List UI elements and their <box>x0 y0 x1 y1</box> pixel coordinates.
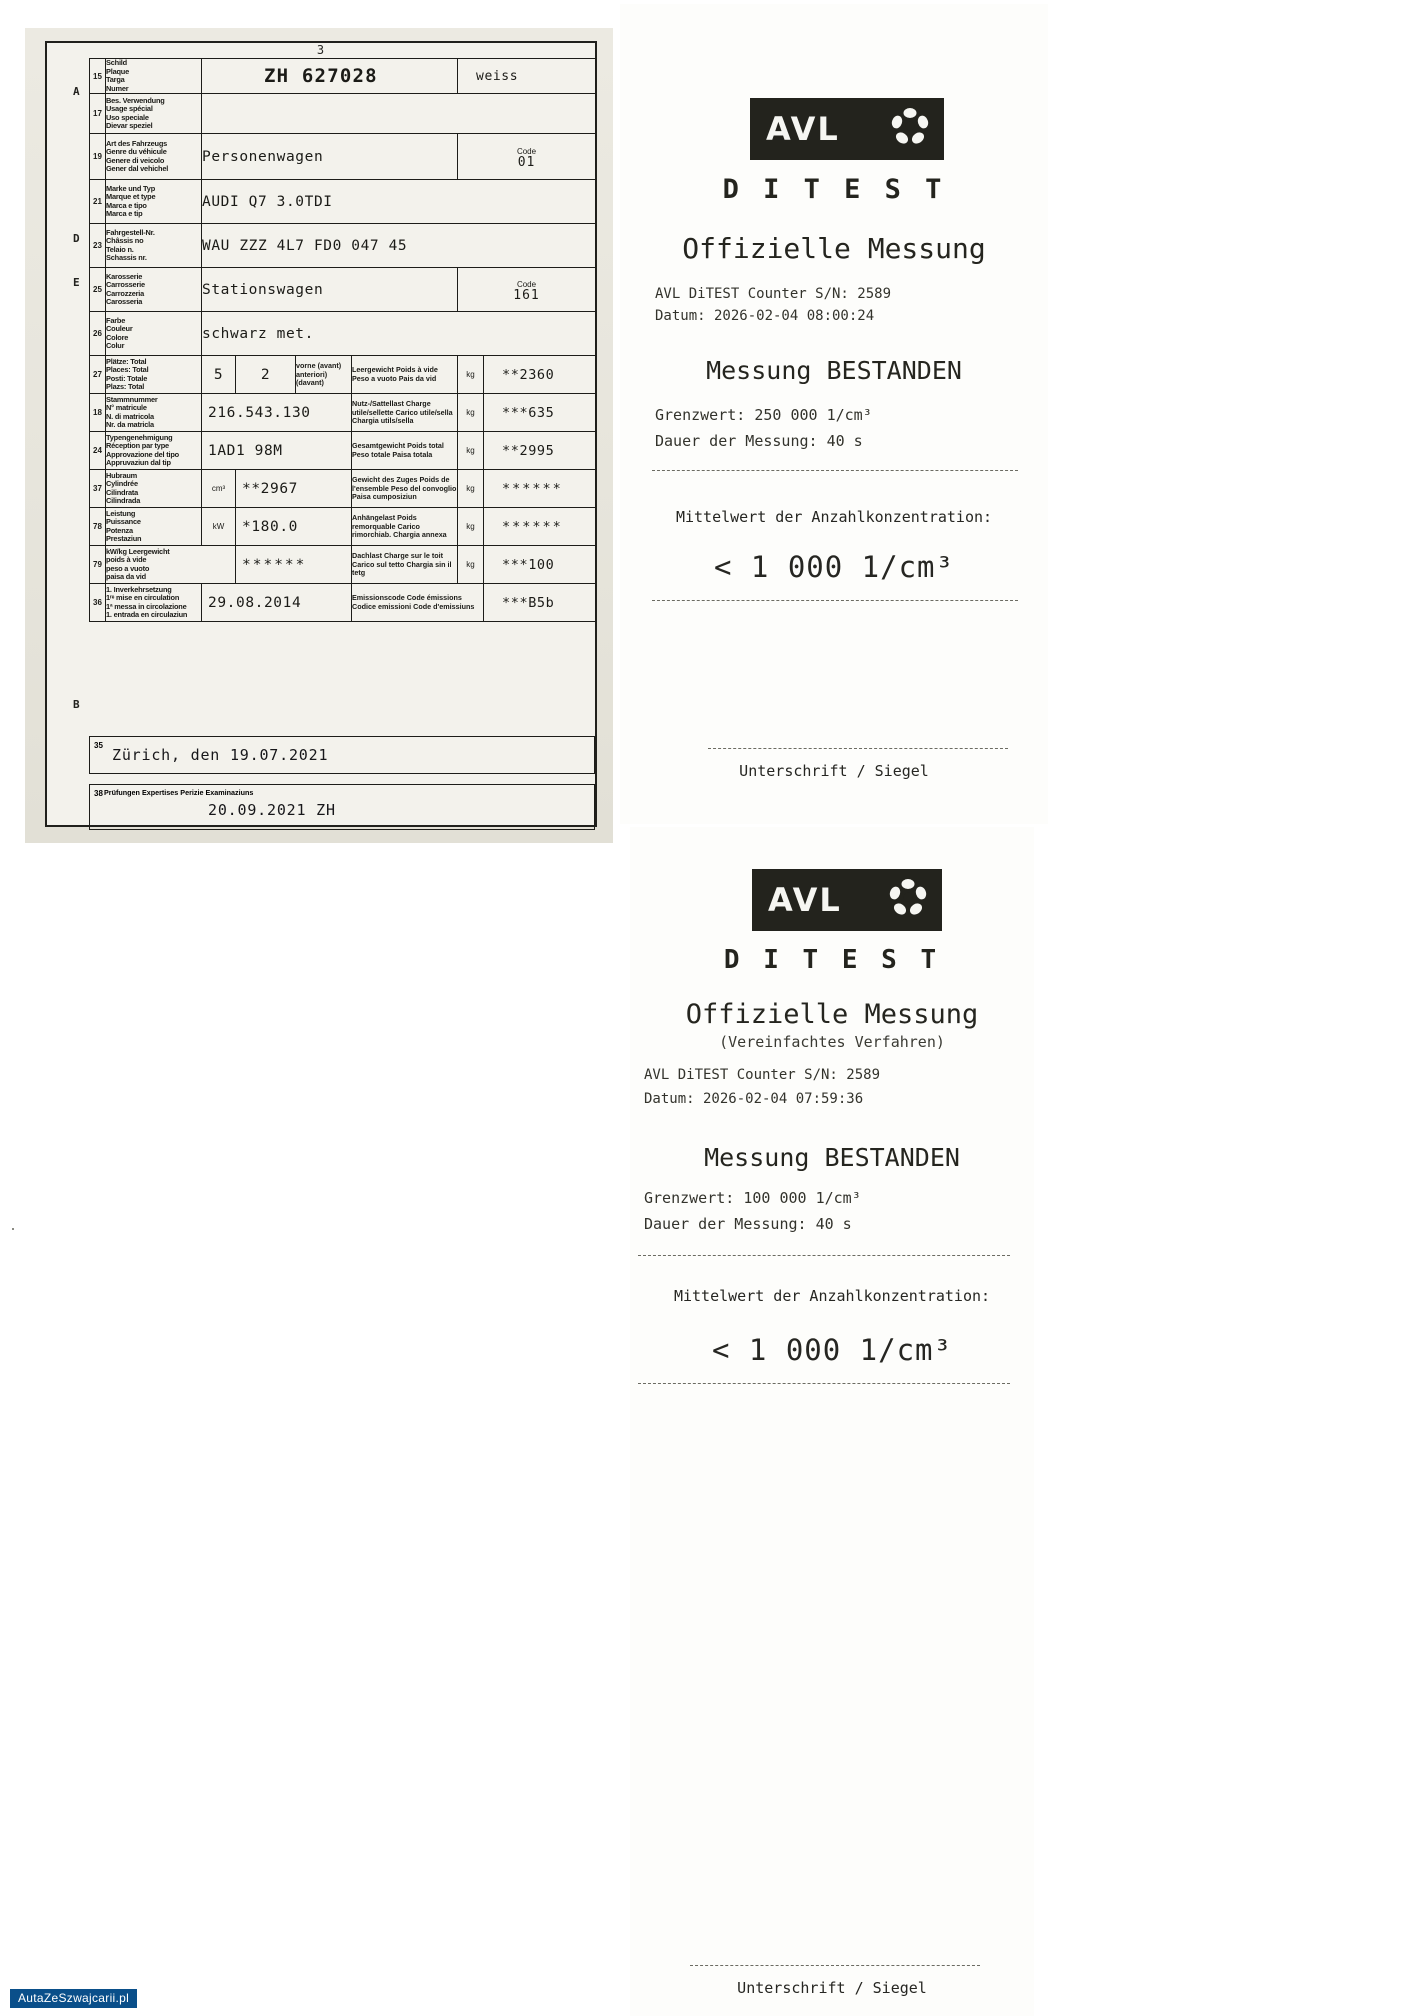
field-label-powerweight: kW/kg Leergewicht poids à vide peso a vuoto paisa da vid <box>106 546 236 584</box>
field-value-seats-total: 5 <box>202 356 236 394</box>
field-number: 78 <box>90 508 106 546</box>
limit-value-line: Grenzwert: 250 000 1/cm³ <box>655 406 872 424</box>
field-row-special-use <box>90 94 596 134</box>
field-value-place-date: Zürich, den 19.07.2021 <box>112 746 329 764</box>
measurement-result: Messung BESTANDEN <box>704 1143 960 1172</box>
field-number: 18 <box>90 394 106 432</box>
divider <box>652 600 1018 601</box>
field-number: 35 <box>94 741 103 750</box>
field-row-vehicle-kind <box>90 134 596 180</box>
limit-value-line: Grenzwert: 100 000 1/cm³ <box>644 1189 861 1207</box>
field-row-plate <box>90 59 596 94</box>
field-number: 38 <box>94 789 103 798</box>
field-value-seats-front: 2 <box>236 356 296 394</box>
field-row-powerweight-roofload <box>90 546 596 584</box>
side-code-b: B <box>73 698 80 711</box>
divider <box>638 1383 1010 1384</box>
avl-logo-text: AVL <box>768 881 842 919</box>
field-label: Bes. Verwendung Usage spécial Uso speciale Dievar speziel <box>106 94 202 134</box>
field-label-payload: Nutz-/Sattellast Charge utile/sellette Carico utile/sella Chargia utils/sella <box>352 394 458 432</box>
mean-concentration-label: Mittelwert der Anzahlkonzentration: <box>675 508 993 526</box>
document-frame <box>45 41 597 827</box>
field-value-roofload: ***100 <box>484 546 596 584</box>
watermark-badge: AutaZeSzwajcarii.pl <box>10 1989 137 2008</box>
field-value-colour-code: weiss <box>458 59 596 94</box>
field-value-powerweight: ****** <box>236 546 352 584</box>
field-value-stammnummer: 216.543.130 <box>202 394 352 432</box>
field-number: 79 <box>90 546 106 584</box>
field-label: Farbe Couleur Colore Colur <box>106 312 202 356</box>
field-row-make-type <box>90 180 596 224</box>
field-value-trailerload: ****** <box>484 508 596 546</box>
field-label-power: Leistung Puissance Potenza Prestaziun <box>106 508 202 546</box>
field-label-stammnummer: Stammnummer N° matricule N. di matricola Nr. da matricla <box>106 394 202 432</box>
mean-concentration-label: Mittelwert der Anzahlkonzentration: <box>673 1287 991 1305</box>
avl-logo <box>750 98 944 160</box>
measurement-duration-line: Dauer der Messung: 40 s <box>644 1215 852 1233</box>
counter-serial-line: AVL DiTEST Counter S/N: 2589 <box>655 286 892 302</box>
avl-receipt-simplified-measurement <box>630 827 1034 2016</box>
scan-artifact <box>12 1228 14 1230</box>
field-value-trainweight: ****** <box>484 470 596 508</box>
signature-label: Unterschrift / Siegel <box>737 1979 927 1997</box>
mean-concentration-value: < 1 000 1/cm³ <box>714 550 954 584</box>
field-label: Marke und Typ Marque et type Marca e tipo Marca e tip <box>106 180 202 224</box>
measurement-duration-line: Dauer der Messung: 40 s <box>655 432 863 450</box>
field-label-typeapproval: Typengenehmigung Réception par type Approvazione del tipo Appruvaziun dal tip <box>106 432 202 470</box>
field-value-body: Stationswagen <box>202 268 458 312</box>
field-value-colour: schwarz met. <box>202 312 596 356</box>
divider <box>652 470 1018 471</box>
field-row-seats-kerbweight <box>90 356 596 394</box>
field-unit-kg: kg <box>458 356 484 394</box>
field-row-colour <box>90 312 596 356</box>
field-row-place-date <box>89 736 595 774</box>
field-number: 17 <box>90 94 106 134</box>
signature-label: Unterschrift / Siegel <box>739 762 929 780</box>
field-row-firstregistration-emissioncode <box>90 584 596 622</box>
field-number: 23 <box>90 224 106 268</box>
field-unit-kg: kg <box>458 432 484 470</box>
field-label-seats: Plätze: Total Places: Total Posti: Totale Plazs: Total <box>106 356 202 394</box>
field-label: Fahrgestell-Nr. Châssis no Telaio n. Schassis nr. <box>106 224 202 268</box>
avl-receipt-official-measurement <box>620 4 1048 824</box>
field-number: 25 <box>90 268 106 312</box>
body-code: Code 161 <box>458 268 596 312</box>
field-label-kerbweight: Leergewicht Poids à vide Peso a vuoto Pais da vid <box>352 356 458 394</box>
field-value-payload: ***635 <box>484 394 596 432</box>
counter-serial-line: AVL DiTEST Counter S/N: 2589 <box>644 1067 881 1083</box>
field-value-chassis: WAU ZZZ 4L7 FD0 047 45 <box>202 224 596 268</box>
page-number: 3 <box>316 43 326 57</box>
field-unit-kw: kW <box>202 508 236 546</box>
registration-fields-table <box>89 58 596 622</box>
field-value-totalweight: **2995 <box>484 432 596 470</box>
field-label: Art des Fahrzeugs Genre du véhicule Genere di veicolo Gener dal vehichel <box>106 134 202 180</box>
field-label-displacement: Hubraum Cylindrée Cilindrata Cilindrada <box>106 470 202 508</box>
field-label-roofload: Dachlast Charge sur le toit Carico sul tetto Chargia sin il tetg <box>352 546 458 584</box>
receipt-title: Offizielle Messung <box>682 232 986 265</box>
ditest-brand-line: D I T E S T <box>722 174 946 205</box>
field-number: 19 <box>90 134 106 180</box>
field-label-seats-front: vorne (avant) anteriori) (davant) <box>296 356 352 394</box>
field-row-power-trailerload <box>90 508 596 546</box>
signature-line <box>690 1965 980 1966</box>
field-row-stammnummer-payload <box>90 394 596 432</box>
field-number: 26 <box>90 312 106 356</box>
field-row-displacement-trainweight <box>90 470 596 508</box>
field-unit-kg: kg <box>458 546 484 584</box>
field-label: Schild Plaque Targa Numer <box>106 59 202 94</box>
field-number: 21 <box>90 180 106 224</box>
avl-logo-text: AVL <box>766 110 840 148</box>
field-value-make-type: AUDI Q7 3.0TDI <box>202 180 596 224</box>
field-value-vehicle-kind: Personenwagen <box>202 134 458 180</box>
field-label-totalweight: Gesamtgewicht Poids total Peso totale Paisa totala <box>352 432 458 470</box>
field-unit-kg: kg <box>458 470 484 508</box>
field-unit-kg: kg <box>458 508 484 546</box>
field-value-typeapproval: 1AD1 98M <box>202 432 352 470</box>
field-value-emissioncode: ***B5b <box>484 584 596 622</box>
field-row-typeapproval-totalweight <box>90 432 596 470</box>
measurement-date-line: Datum: 2026-02-04 07:59:36 <box>644 1091 864 1107</box>
field-label-inspections: Prüfungen Expertises Perizie Examinaziuns <box>104 788 254 797</box>
vehicle-kind-code: Code 01 <box>458 134 596 180</box>
field-number: 15 <box>90 59 106 94</box>
divider <box>638 1255 1010 1256</box>
snowflake-star-icon <box>886 876 930 924</box>
mean-concentration-value: < 1 000 1/cm³ <box>712 1333 952 1367</box>
field-label-trainweight: Gewicht des Zuges Poids de l'ensemble Peso del convoglio Paisa cumposiziun <box>352 470 458 508</box>
field-label-firstregistration: 1. Inverkehrsetzung 1ʳᵉ mise en circulation 1ª messa in circolazione 1. entrada en circulaziun <box>106 584 202 622</box>
field-value-firstregistration: 29.08.2014 <box>202 584 352 622</box>
field-value-inspections: 20.09.2021 ZH <box>208 801 336 819</box>
side-code-e: E <box>73 276 80 289</box>
field-number: 36 <box>90 584 106 622</box>
field-label-trailerload: Anhängelast Poids remorquable Carico rimorchiab. Chargia annexa <box>352 508 458 546</box>
avl-logo <box>752 869 942 931</box>
field-value-kerbweight: **2360 <box>484 356 596 394</box>
ditest-brand-line: D I T E S T <box>723 945 941 975</box>
field-row-chassis <box>90 224 596 268</box>
receipt-subtitle: (Vereinfachtes Verfahren) <box>719 1033 945 1051</box>
snowflake-star-icon <box>888 105 932 153</box>
field-value-plate: ZH 627028 <box>202 59 458 94</box>
signature-line <box>708 748 1008 749</box>
measurement-result: Messung BESTANDEN <box>706 356 962 385</box>
receipt-title: Offizielle Messung <box>685 999 979 1030</box>
field-value-special-use <box>202 94 596 134</box>
field-number: 37 <box>90 470 106 508</box>
vehicle-registration-document <box>25 28 613 843</box>
field-row-body <box>90 268 596 312</box>
field-number: 24 <box>90 432 106 470</box>
measurement-date-line: Datum: 2026-02-04 08:00:24 <box>655 308 875 324</box>
field-label: Karosserie Carrosserie Carrozzeria Carosseria <box>106 268 202 312</box>
field-number: 27 <box>90 356 106 394</box>
field-value-displacement: **2967 <box>236 470 352 508</box>
field-value-power: *180.0 <box>236 508 352 546</box>
side-code-a: A <box>73 85 80 98</box>
field-unit-kg: kg <box>458 394 484 432</box>
field-row-inspections <box>89 784 595 830</box>
side-code-d: D <box>73 232 80 245</box>
field-label-emissioncode: Emissionscode Code émissions Codice emissioni Code d'emissiuns <box>352 584 484 622</box>
field-unit-cm3: cm³ <box>202 470 236 508</box>
